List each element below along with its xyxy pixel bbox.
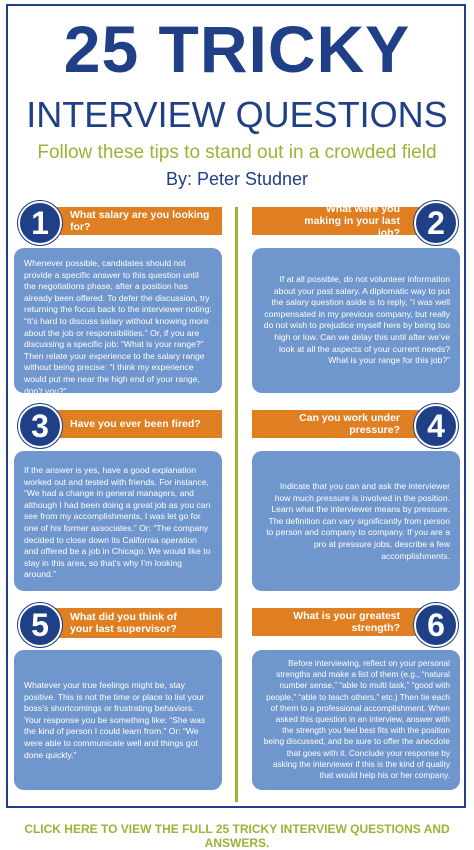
answer-5-text: Whatever your true feelings might be, stay positive. This is not the time or place to list your boss’s shortcomings or frustrating behaviors. Your response you be something like: “She was the kind of person I could learn from.” Or: “We were able to communicate well and things got done quickly.” [24, 680, 206, 760]
page-subtitle: INTERVIEW QUESTIONS [26, 94, 448, 135]
answer-5-card [14, 650, 222, 790]
question-6-number-badge: 6 [414, 603, 458, 647]
answer-6-text: Before interviewing, reflect on your personal strengths and make a list of them (e.g., “natural number sense,” “able to multi task,” “good with people,” “able to teach others,” etc.) Then tie each of them to a professional accomplishment. When asked this question in an interview, answer with the strength you feel best fits with the position being discussed, and be sure to offer the anecdote that goes with it. Conclude your response by asking the interviewer if this is the kind of quality that would help his or her company. [263, 658, 450, 781]
answer-3-text: If the answer is yes, have a good explanation worked out and tested with friends. For instance, “We had a change in general managers, and although I had been doing a great job as you can see from my accomplishments, I was let go for one of his former associates.” Or: “The company decided to close down its California operation and offered be a job in Chicago. We would like to stay in this area, so that’s why I’m looking around.” [24, 465, 211, 580]
question-5-text: What did you think of your last supervisor? [70, 611, 177, 635]
question-5-tab [48, 608, 222, 638]
question-2-number-badge: 2 [414, 201, 458, 245]
question-4-number-badge: 4 [414, 404, 458, 448]
answer-2-text: If at all possible, do not volunteer information about your past salary. A diplomatic way to put the salary question aside is to reply, “I was well compensated in my previous company, but really do not wish to prejudice myself here by being too high or low. Can we delay this until after we’ve look at all the aspects of your current needs? What is your range for this job?” [263, 274, 450, 366]
question-3-text: Have you ever been fired? [70, 418, 201, 430]
answer-6-card [252, 650, 460, 790]
question-2-tab [252, 203, 422, 239]
center-divider [235, 207, 238, 802]
question-3-tab [48, 410, 222, 438]
full-list-link[interactable]: CLICK HERE TO VIEW THE FULL 25 TRICKY INTERVIEW QUESTIONS AND ANSWERS. [24, 822, 450, 850]
question-4-text: Can you work under pressure? [299, 412, 400, 436]
question-5-number-badge: 5 [18, 603, 62, 647]
question-6-text: What is your greatest strength? [293, 610, 400, 634]
answer-3-card [14, 451, 222, 591]
question-1-number-badge: 1 [18, 201, 62, 245]
question-4-tab [252, 410, 422, 438]
question-2-text: What were you making in your last job? [304, 203, 400, 239]
answer-2-card [252, 248, 460, 393]
answer-4-card [252, 451, 460, 591]
answer-1-card [14, 248, 222, 396]
answer-4-text: Indicate that you can and ask the interviewer how much pressure is involved in the position. Learn what the interviewer means by pressure. The definition can vary significantly from person to person and company to company. If you are a pro at pressure jobs, describe a few accomplishments. [266, 481, 450, 561]
tagline: Follow these tips to stand out in a crowded field [37, 142, 437, 163]
question-6-tab [252, 608, 422, 636]
question-1-tab [48, 207, 222, 235]
question-3-number-badge: 3 [18, 404, 62, 448]
question-1-text: What salary are you looking for? [70, 209, 210, 233]
byline: By: Peter Studner [165, 169, 309, 189]
page-title: 25 TRICKY [63, 12, 411, 86]
answer-1-text: Whenever possible, candidates should not provide a specific answer to this question until the negotiations phase, after a position has already been offered. To defer the discussion, try returning the focus back to the interviewer noting: “It’s hard to discuss salary without knowing more about the job or responsibilities.” Or, if you are discussing a specific job: “What is your range?” Then relate your experience to the salary range without being precise: “I think my experience would put me near the high end of your range, don’t you?” [24, 258, 212, 396]
